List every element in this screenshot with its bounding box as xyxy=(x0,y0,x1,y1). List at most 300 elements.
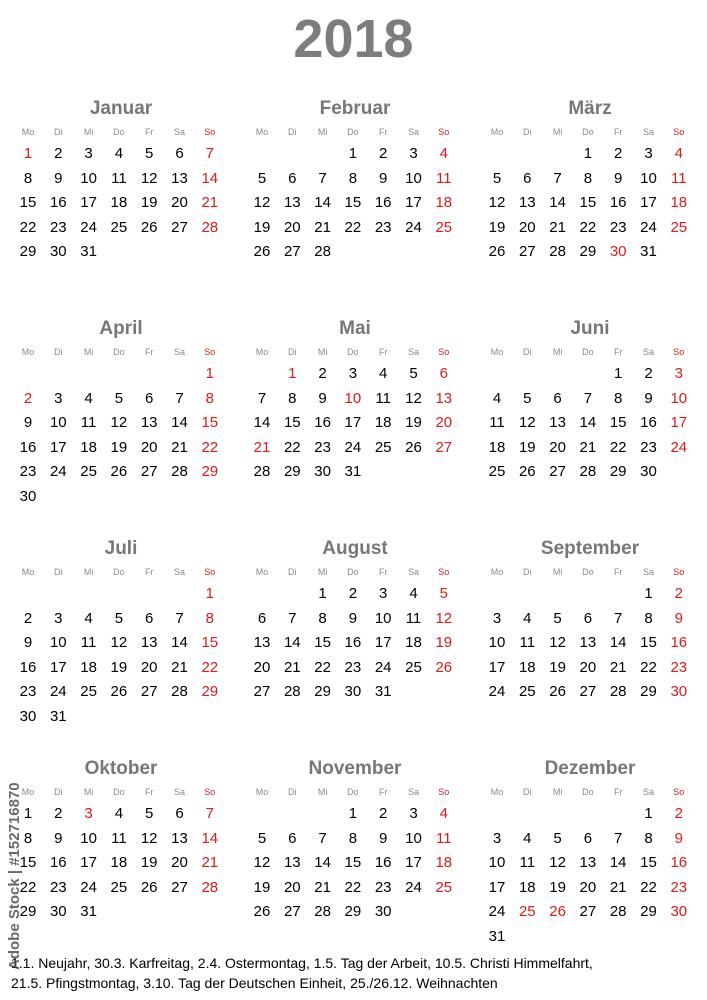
weekday-label: So xyxy=(438,127,450,137)
weekday-label: So xyxy=(204,787,216,797)
day-cell: 24 xyxy=(488,903,506,920)
day-cell: 23 xyxy=(49,218,67,236)
day-cell: 22 xyxy=(579,218,597,236)
month-name: September xyxy=(540,538,640,559)
weekday-label: Mo xyxy=(21,347,35,357)
day-cell: 26 xyxy=(253,243,271,260)
day-cell: 21 xyxy=(171,658,188,676)
day-cell: 28 xyxy=(579,463,597,480)
day-cell: 18 xyxy=(670,194,688,211)
day-cell: 28 xyxy=(171,463,188,480)
day-cell: 3 xyxy=(409,805,418,822)
day-cell: 2 xyxy=(348,585,358,602)
weekday-label: Sa xyxy=(642,347,654,357)
stock-id-text: Adobe Stock | #152716870 xyxy=(6,782,23,970)
holiday-line-1: 1.1. Neujahr, 30.3. Karfreitag, 2.4. Ostermontag, 1.5. Tag der Arbeit, 10.5. Christi Himmelfahrt, xyxy=(11,955,593,971)
day-cell: 6 xyxy=(257,609,267,627)
day-cell: 16 xyxy=(670,634,688,651)
day-cell: 5 xyxy=(409,365,418,382)
day-cell: 28 xyxy=(201,218,219,236)
day-cell: 10 xyxy=(640,169,657,187)
day-cell: 4 xyxy=(523,609,532,627)
day-cell: 9 xyxy=(54,169,63,187)
weekday-label: Mo xyxy=(255,787,269,797)
day-cell: 30 xyxy=(670,903,688,920)
day-cell: 9 xyxy=(674,609,683,627)
day-cell: 26 xyxy=(405,438,422,456)
day-cell: 11 xyxy=(111,829,127,847)
day-cell: 26 xyxy=(253,903,271,920)
day-cell: 7 xyxy=(318,829,327,847)
day-cell: 23 xyxy=(374,878,392,896)
weekday-label: Sa xyxy=(407,347,419,357)
day-cell: 14 xyxy=(609,854,627,871)
day-cell: 13 xyxy=(283,194,301,211)
day-cell: 19 xyxy=(110,438,128,456)
day-cell: 24 xyxy=(80,218,97,236)
day-cell: 3 xyxy=(409,145,418,162)
day-cell: 2 xyxy=(379,145,388,162)
year-title: 2018 xyxy=(293,9,414,69)
day-cell: 13 xyxy=(579,854,597,871)
day-cell: 2 xyxy=(674,585,683,602)
weekday-label: Sa xyxy=(173,567,185,577)
weekday-label: Mi xyxy=(83,567,94,577)
day-cell: 17 xyxy=(374,634,392,651)
stock-watermark xyxy=(6,770,28,970)
day-cell: 28 xyxy=(314,903,331,920)
day-cell: 30 xyxy=(609,243,627,260)
day-cell: 15 xyxy=(314,634,331,651)
weekday-label: Do xyxy=(347,567,359,577)
weekday-label: Fr xyxy=(378,347,388,357)
day-cell: 17 xyxy=(488,658,506,676)
weekday-label: So xyxy=(204,127,216,137)
day-cell: 21 xyxy=(579,438,597,456)
day-cell: 15 xyxy=(344,194,362,211)
day-cell: 10 xyxy=(49,634,67,651)
day-cell: 13 xyxy=(518,194,536,211)
weekday-label: Di xyxy=(523,567,532,577)
month-name: März xyxy=(568,98,612,119)
weekday-label: Di xyxy=(54,127,63,137)
weekday-label: Do xyxy=(113,347,125,357)
day-cell: 8 xyxy=(348,169,358,187)
day-cell: 25 xyxy=(518,683,536,700)
day-cell: 6 xyxy=(288,169,297,187)
day-cell: 15 xyxy=(640,634,657,651)
day-cell: 16 xyxy=(374,854,392,871)
day-cell: 27 xyxy=(579,683,597,700)
day-cell: 28 xyxy=(549,243,566,260)
weekday-label: Mi xyxy=(552,787,563,797)
weekday-label: Fr xyxy=(144,127,154,137)
weekday-label: Sa xyxy=(407,127,419,137)
day-cell: 19 xyxy=(140,194,158,211)
weekday-label: Mi xyxy=(552,567,563,577)
day-cell: 15 xyxy=(19,854,37,871)
day-cell: 24 xyxy=(344,438,362,456)
day-cell: 17 xyxy=(344,414,362,431)
weekday-label: Sa xyxy=(642,567,654,577)
day-cell: 31 xyxy=(488,927,506,945)
day-cell: 31 xyxy=(640,243,657,260)
day-cell: 6 xyxy=(583,609,593,627)
day-cell: 7 xyxy=(205,145,214,162)
day-cell: 8 xyxy=(288,389,297,407)
weekday-label: Fr xyxy=(378,787,388,797)
day-cell: 14 xyxy=(579,414,597,431)
day-cell: 5 xyxy=(439,585,448,602)
day-cell: 13 xyxy=(140,414,158,431)
day-cell: 15 xyxy=(283,414,301,431)
day-cell: 9 xyxy=(23,414,33,431)
day-cell: 4 xyxy=(84,609,93,627)
month-7 xyxy=(16,538,226,748)
day-cell: 19 xyxy=(253,218,271,236)
weekday-label: Do xyxy=(582,347,594,357)
day-cell: 21 xyxy=(201,854,219,871)
day-cell: 7 xyxy=(205,805,214,822)
day-cell: 22 xyxy=(19,878,37,896)
day-cell: 2 xyxy=(644,365,653,382)
day-cell: 29 xyxy=(201,683,219,700)
day-cell: 8 xyxy=(644,829,653,847)
month-12 xyxy=(485,758,695,968)
day-cell: 16 xyxy=(19,438,37,456)
day-cell: 6 xyxy=(439,365,448,382)
weekday-label: Fr xyxy=(613,127,623,137)
weekday-label: So xyxy=(438,787,450,797)
weekday-label: Di xyxy=(288,567,297,577)
day-cell: 27 xyxy=(171,218,188,236)
day-cell: 12 xyxy=(549,854,566,871)
day-cell: 12 xyxy=(435,609,453,627)
day-cell: 5 xyxy=(523,389,532,407)
day-cell: 5 xyxy=(257,829,267,847)
day-cell: 7 xyxy=(553,169,562,187)
day-cell: 18 xyxy=(405,634,422,651)
day-cell: 3 xyxy=(54,609,63,627)
weekday-label: So xyxy=(673,127,685,137)
day-cell: 16 xyxy=(19,658,37,676)
day-cell: 13 xyxy=(435,389,453,407)
day-cell: 29 xyxy=(283,463,301,480)
day-cell: 24 xyxy=(640,218,657,236)
weekday-label: Mo xyxy=(255,127,269,137)
month-name: August xyxy=(322,538,388,559)
day-cell: 30 xyxy=(49,903,67,920)
day-cell: 23 xyxy=(19,463,37,480)
day-cell: 9 xyxy=(318,389,327,407)
weekday-label: Fr xyxy=(144,787,154,797)
day-cell: 3 xyxy=(348,365,358,382)
day-cell: 11 xyxy=(436,169,452,187)
day-cell: 14 xyxy=(201,829,219,847)
day-cell: 18 xyxy=(435,194,453,211)
day-cell: 9 xyxy=(614,169,623,187)
day-cell: 10 xyxy=(49,414,67,431)
day-cell: 9 xyxy=(674,829,683,847)
day-cell: 29 xyxy=(640,903,657,920)
day-cell: 26 xyxy=(518,463,536,480)
day-cell: 18 xyxy=(80,438,97,456)
day-cell: 7 xyxy=(583,389,593,407)
day-cell: 21 xyxy=(201,194,219,211)
day-cell: 14 xyxy=(201,169,219,187)
day-cell: 17 xyxy=(405,194,422,211)
day-cell: 8 xyxy=(205,389,214,407)
day-cell: 6 xyxy=(523,169,532,187)
day-cell: 8 xyxy=(318,609,327,627)
weekday-label: Sa xyxy=(173,127,185,137)
day-cell: 2 xyxy=(614,145,623,162)
day-cell: 1 xyxy=(288,365,297,382)
day-cell: 9 xyxy=(23,634,33,651)
weekday-label: Mi xyxy=(83,347,94,357)
day-cell: 29 xyxy=(640,683,657,700)
day-cell: 26 xyxy=(140,218,158,236)
weekday-label: Sa xyxy=(173,347,185,357)
day-cell: 27 xyxy=(549,463,566,480)
day-cell: 29 xyxy=(201,463,219,480)
day-cell: 29 xyxy=(609,463,627,480)
day-cell: 10 xyxy=(488,634,506,651)
day-cell: 4 xyxy=(409,585,418,602)
day-cell: 20 xyxy=(283,218,301,236)
day-cell: 30 xyxy=(49,243,67,260)
weekday-label: Mo xyxy=(21,127,35,137)
day-cell: 30 xyxy=(314,463,331,480)
day-cell: 25 xyxy=(405,658,422,676)
day-cell: 8 xyxy=(23,829,33,847)
day-cell: 23 xyxy=(374,218,392,236)
day-cell: 30 xyxy=(640,463,657,480)
month-10 xyxy=(16,758,226,968)
weekday-label: Mi xyxy=(83,787,94,797)
day-cell: 26 xyxy=(110,683,128,700)
day-cell: 2 xyxy=(54,805,63,822)
day-cell: 6 xyxy=(175,805,184,822)
day-cell: 24 xyxy=(374,658,392,676)
day-cell: 9 xyxy=(644,389,653,407)
day-cell: 29 xyxy=(314,683,331,700)
day-cell: 25 xyxy=(80,683,97,700)
day-cell: 16 xyxy=(640,414,657,431)
day-cell: 30 xyxy=(344,683,362,700)
day-cell: 31 xyxy=(49,707,67,725)
day-cell: 4 xyxy=(492,389,502,407)
day-cell: 21 xyxy=(609,658,627,676)
weekday-label: Do xyxy=(113,127,125,137)
day-cell: 1 xyxy=(348,805,358,822)
day-cell: 25 xyxy=(110,218,128,236)
day-cell: 14 xyxy=(171,414,188,431)
day-cell: 7 xyxy=(175,389,184,407)
day-cell: 19 xyxy=(140,854,158,871)
day-cell: 6 xyxy=(288,829,297,847)
day-cell: 16 xyxy=(374,194,392,211)
day-cell: 9 xyxy=(379,169,388,187)
day-cell: 29 xyxy=(344,903,362,920)
day-cell: 21 xyxy=(171,438,188,456)
day-cell: 25 xyxy=(670,218,688,236)
weekday-label: So xyxy=(204,347,216,357)
day-cell: 6 xyxy=(175,145,184,162)
weekday-label: Sa xyxy=(173,787,185,797)
month-name: Juni xyxy=(570,318,610,339)
weekday-label: Sa xyxy=(642,127,654,137)
weekday-label: Do xyxy=(582,567,594,577)
day-cell: 2 xyxy=(54,145,63,162)
day-cell: 23 xyxy=(640,438,657,456)
month-name: Oktober xyxy=(84,758,158,779)
weekday-label: Mo xyxy=(490,787,504,797)
day-cell: 11 xyxy=(375,389,391,407)
day-cell: 28 xyxy=(609,683,627,700)
day-cell: 22 xyxy=(314,658,331,676)
day-cell: 20 xyxy=(435,414,453,431)
weekday-label: Sa xyxy=(642,787,654,797)
day-cell: 10 xyxy=(405,829,422,847)
day-cell: 23 xyxy=(609,218,627,236)
day-cell: 28 xyxy=(283,683,301,700)
day-cell: 24 xyxy=(670,438,688,456)
month-4 xyxy=(16,318,226,528)
day-cell: 15 xyxy=(609,414,627,431)
day-cell: 21 xyxy=(283,658,301,676)
weekday-label: Fr xyxy=(613,347,623,357)
weekday-label: Mi xyxy=(317,787,328,797)
weekday-label: Do xyxy=(347,787,359,797)
day-cell: 27 xyxy=(579,903,597,920)
day-cell: 31 xyxy=(344,463,362,480)
day-cell: 17 xyxy=(80,854,97,871)
day-cell: 18 xyxy=(518,878,536,896)
month-9 xyxy=(485,538,695,748)
month-name: Dezember xyxy=(544,758,636,779)
day-cell: 5 xyxy=(553,609,562,627)
day-cell: 14 xyxy=(314,194,331,211)
day-cell: 11 xyxy=(80,414,97,431)
day-cell: 2 xyxy=(318,365,327,382)
day-cell: 23 xyxy=(670,878,688,896)
day-cell: 27 xyxy=(435,438,453,456)
day-cell: 1 xyxy=(644,585,653,602)
day-cell: 24 xyxy=(80,878,97,896)
day-cell: 25 xyxy=(488,463,506,480)
day-cell: 11 xyxy=(111,169,127,187)
day-cell: 14 xyxy=(314,854,331,871)
day-cell: 22 xyxy=(344,878,362,896)
day-cell: 13 xyxy=(140,634,158,651)
day-cell: 25 xyxy=(435,218,453,236)
month-name: Februar xyxy=(319,98,391,119)
day-cell: 15 xyxy=(19,194,37,211)
day-cell: 12 xyxy=(518,414,536,431)
day-cell: 19 xyxy=(518,438,536,456)
month-name: Mai xyxy=(339,318,371,339)
weekday-label: Mo xyxy=(255,347,269,357)
day-cell: 1 xyxy=(348,145,358,162)
weekday-label: Do xyxy=(113,567,125,577)
month-1 xyxy=(16,98,226,308)
day-cell: 13 xyxy=(579,634,597,651)
day-cell: 20 xyxy=(518,218,536,236)
day-cell: 27 xyxy=(171,878,188,896)
day-cell: 5 xyxy=(114,389,124,407)
day-cell: 8 xyxy=(205,609,214,627)
day-cell: 20 xyxy=(579,878,597,896)
day-cell: 11 xyxy=(519,634,536,651)
day-cell: 18 xyxy=(374,414,392,431)
weekday-label: Di xyxy=(54,347,63,357)
day-cell: 19 xyxy=(405,414,422,431)
day-cell: 25 xyxy=(518,903,536,920)
day-cell: 24 xyxy=(405,218,422,236)
day-cell: 7 xyxy=(288,609,297,627)
day-cell: 12 xyxy=(110,414,128,431)
day-cell: 7 xyxy=(175,609,184,627)
weekday-label: Mo xyxy=(490,127,504,137)
day-cell: 8 xyxy=(583,169,593,187)
day-cell: 9 xyxy=(348,609,358,627)
day-cell: 17 xyxy=(488,878,506,896)
day-cell: 4 xyxy=(114,805,124,822)
day-cell: 27 xyxy=(283,903,301,920)
day-cell: 31 xyxy=(80,243,97,260)
day-cell: 16 xyxy=(49,854,67,871)
day-cell: 4 xyxy=(439,805,448,822)
day-cell: 12 xyxy=(140,169,158,187)
weekday-label: Do xyxy=(582,787,594,797)
day-cell: 17 xyxy=(49,658,67,676)
day-cell: 17 xyxy=(670,414,688,431)
weekday-label: Mi xyxy=(317,127,328,137)
day-cell: 27 xyxy=(140,463,158,480)
weekday-label: So xyxy=(673,347,685,357)
day-cell: 22 xyxy=(640,658,657,676)
day-cell: 30 xyxy=(374,903,392,920)
day-cell: 14 xyxy=(283,634,301,651)
day-cell: 29 xyxy=(19,243,37,260)
day-cell: 1 xyxy=(614,365,623,382)
day-cell: 12 xyxy=(253,194,271,211)
day-cell: 13 xyxy=(171,829,188,847)
day-cell: 31 xyxy=(80,903,97,920)
weekday-label: Mi xyxy=(317,347,328,357)
day-cell: 8 xyxy=(348,829,358,847)
weekday-label: Di xyxy=(523,787,532,797)
day-cell: 11 xyxy=(436,829,452,847)
day-cell: 25 xyxy=(110,878,128,896)
day-cell: 10 xyxy=(488,854,506,871)
day-cell: 10 xyxy=(80,169,97,187)
day-cell: 20 xyxy=(140,438,158,456)
month-name: November xyxy=(308,758,402,779)
day-cell: 19 xyxy=(488,218,506,236)
day-cell: 25 xyxy=(435,878,453,896)
day-cell: 28 xyxy=(171,683,188,700)
day-cell: 22 xyxy=(283,438,301,456)
weekday-label: Mo xyxy=(490,567,504,577)
day-cell: 24 xyxy=(405,878,422,896)
weekday-label: Mo xyxy=(490,347,504,357)
day-cell: 25 xyxy=(80,463,97,480)
day-cell: 13 xyxy=(171,169,188,187)
day-cell: 27 xyxy=(253,683,271,700)
weekday-label: Sa xyxy=(407,787,419,797)
